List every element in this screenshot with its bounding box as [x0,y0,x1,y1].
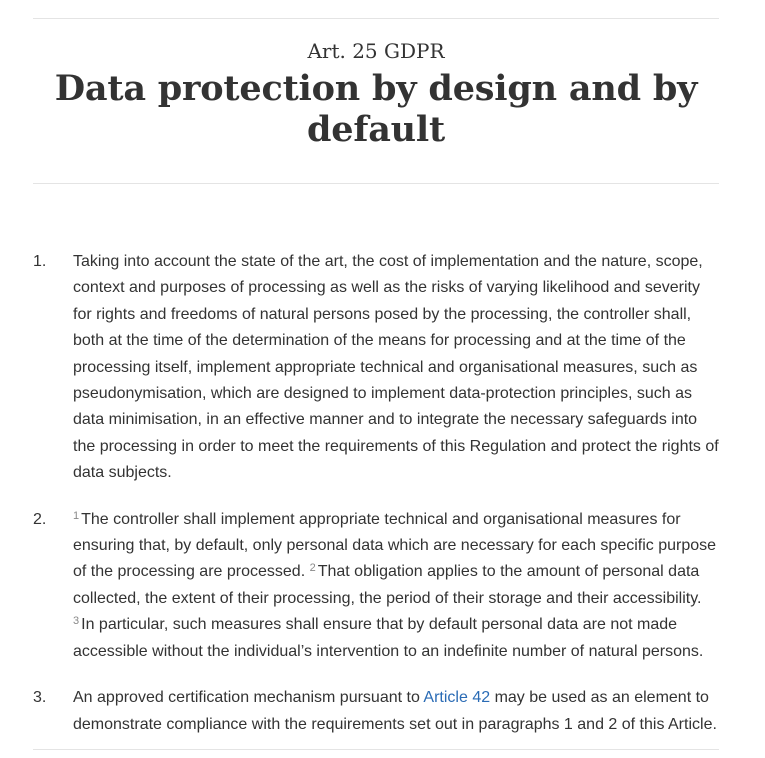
bottom-divider [33,749,719,750]
paragraph-text [73,507,723,665]
sentence-text: The controller shall implement appropriate technical and organisational measures for ensuring that, by default, only personal data which are necessary for each specific purpose of the processing are processed. [73,510,717,581]
article-label: Art. 25 GDPR [307,39,445,63]
sentence-marker: 2 [309,562,316,575]
sentence-marker: 3 [73,615,80,628]
page-title: Data protection by design and by default [54,68,698,150]
top-divider [33,18,719,19]
text-before-link: An approved certification mechanism pursuant to [73,689,424,707]
sentence-text: In particular, such measures shall ensure that by default personal data are not made accessible without the individual’s intervention to an indefinite number of natural persons. [73,616,704,660]
article-paragraphs [33,249,723,758]
paragraph-number: 1. [33,253,47,270]
header-divider [33,183,719,184]
article-header [33,38,719,150]
paragraph-text: Taking into account the state of the art, the cost of implementation and the nature, scope, context and purposes of processing as well as the risks of varying likelihood and severity for rights and freedoms of natural persons posed by the processing, the controller shall, both at the time of the determination of the means for processing and at the time of the processing itself, implement appropriate technical and organisational measures, such as pseudonymisation, which are designed to implement data-protection principles, such as data minimisation, in an effective manner and to integrate the necessary safeguards into the processing in order to meet the requirements of this Regulation and protect the rights of data subjects. [73,253,719,482]
sentence-text: That obligation applies to the amount of personal data collected, the extent of their processing, the period of their storage and their accessibility. [73,563,702,607]
article-42-link[interactable]: Article 42 [423,689,491,707]
paragraph-number: 2. [33,510,47,528]
paragraph-3 [33,685,723,738]
paragraph-text [73,685,723,738]
paragraph-1 [33,249,723,487]
text-after-link: may be used as an element to demonstrate compliance with the requirements set out in paragraphs 1 and 2 of this Article. [73,689,717,733]
sentence-marker: 1 [73,509,80,522]
paragraph-number: 3. [33,689,47,707]
paragraph-2 [33,507,723,665]
